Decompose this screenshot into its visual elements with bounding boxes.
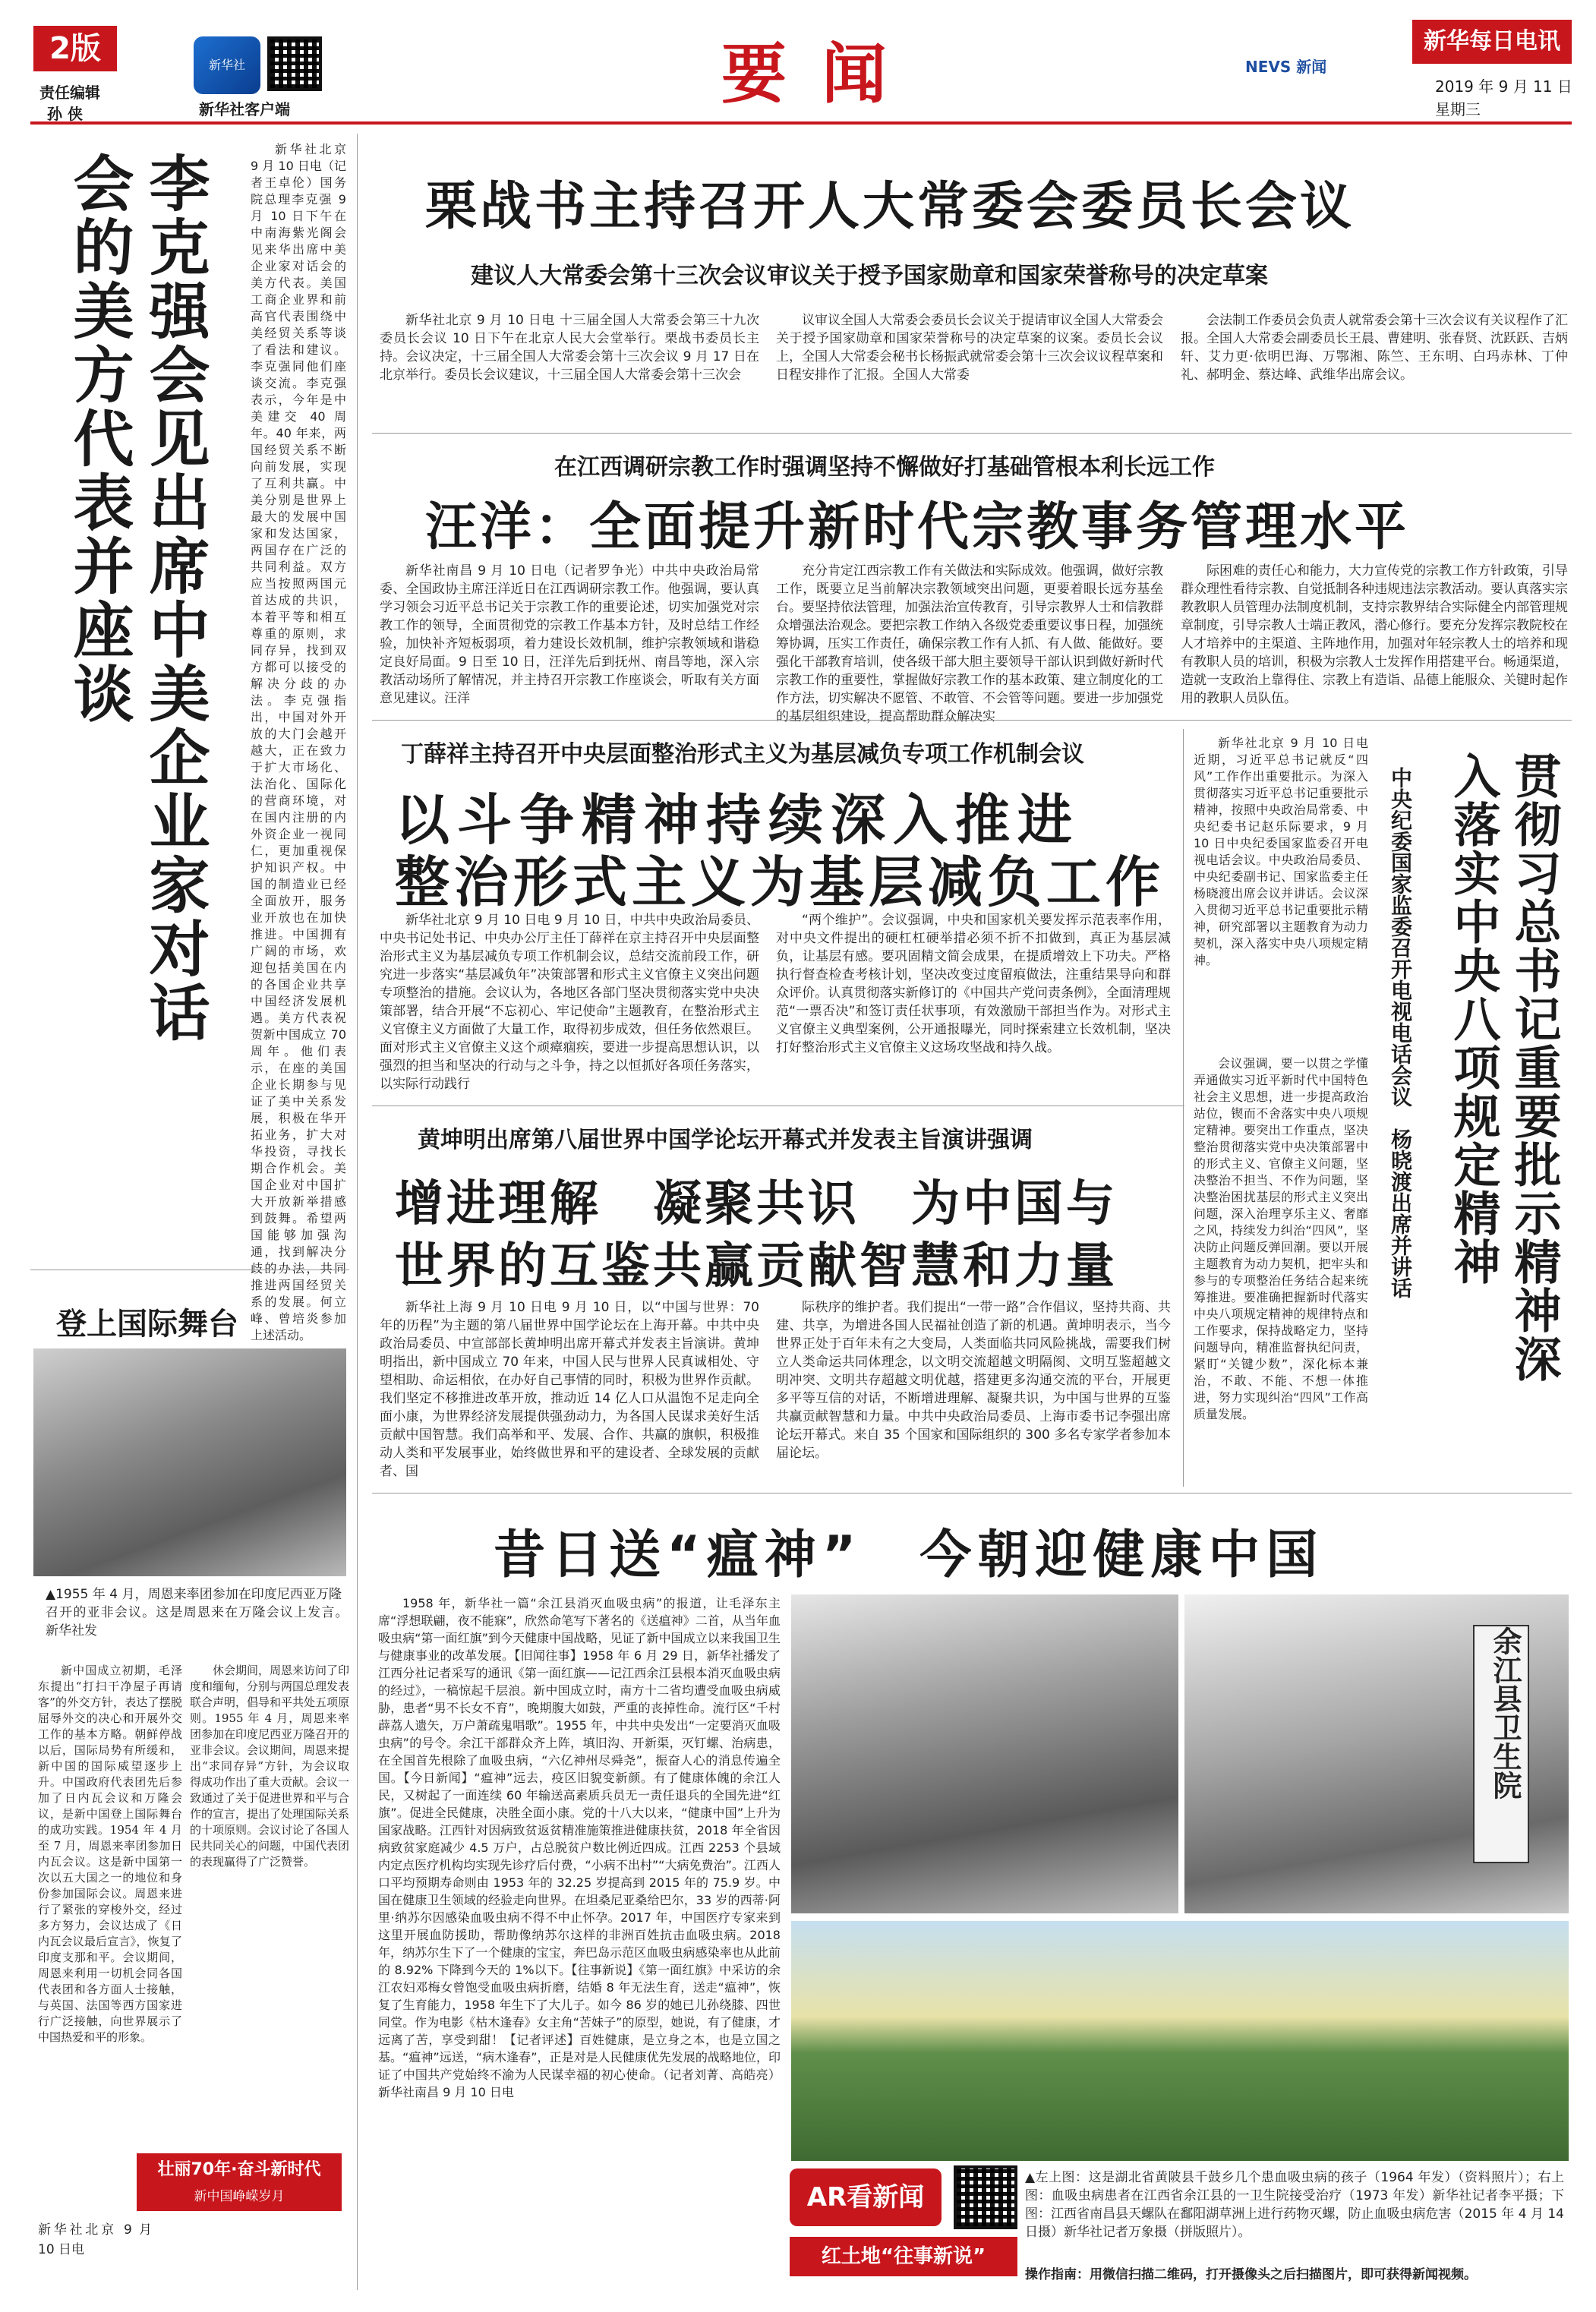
article6-body-bottom	[1194, 1055, 1368, 1421]
ar-subtitle: 红土地“往事新说”	[790, 2237, 1017, 2276]
divider	[372, 433, 1572, 434]
article4-kicker: 黄坤明出席第八届世界中国学论坛开幕式并发表主旨演讲强调	[418, 1127, 1033, 1153]
article8-photo-spraying	[791, 1921, 1569, 2161]
article8-body	[378, 1594, 781, 2126]
article3-col-1	[380, 911, 759, 1093]
article7-body-right	[190, 1663, 349, 2088]
article3-paragraph: 新华社北京 9 月 10 日电 9 月 10 日，中共中央政治局委员、中央书记处书记、中央办公厅主任丁薛祥在京主持召开中央层面整治形式主义为基层减负专项工作机制会议，总结交流前段工作，研究进一步落实“基层减负年”决策部署和形式主义官僚主义突出问题专项整治的措施。会议认为，各地区各部门坚决贯彻落实党中央决策部署，结合开展“不忘初心、牢记使命”主题教育，在整治形式主义官僚主义方面做了大量工作，取得初步成效，但任务依然艰巨。面对形式主义官僚主义这个顽瘴痼疾，要进一步提高思想认识，以强烈的担当和坚决的行动与之斗争，持之以恒抓好各项任务落实，以实际行动践行	[380, 913, 759, 1092]
article7-banner	[137, 2153, 342, 2211]
article1-col-1	[380, 311, 759, 425]
article4-paragraph: 际秩序的维护者。我们提出“一带一路”合作倡议，坚持共商、共建、共享，为增进各国人民福祉创造了新的机遇。黄坤明表示，当今世界正处于百年未有之大变局，人类面临共同风险挑战，需要我们树立人类命运共同体理念，以文明交流超越文明隔阂、文明互鉴超越文明冲突、文明共存超越文明优越，搭建更多沟通交流的平台，开展更多平等互信的对话，不断增进理解、凝聚共识，为中国与世界的互鉴共赢贡献智慧和力量。中共中央政治局委员、上海市委书记李强出席论坛开幕式。来自 35 个国家和国际组织的 300 多名专家学者参加本届论坛。	[776, 1300, 1171, 1461]
ar-badge[interactable]: AR看新闻	[790, 2168, 942, 2226]
article4-title-line1: 增进理解 凝聚共识 为中国与	[395, 1176, 1118, 1232]
article7-signoff: 新华社北京 9 月 10 日电	[38, 2222, 152, 2257]
article2-paragraph: 充分肯定江西宗教工作有关做法和实际成效。他强调，做好宗教工作，既要立足当前解决宗教领域突出问题，更要着眼长远夯基垒台。要坚持依法管理，加强法治宣传教育，引导宗教界人士和信教群众增强法治观念。要把宗教工作纳入各级党委重要议事日程，加强统筹协调，压实工作责任，确保宗教工作有人抓、有人做、能做好。要强化干部教育培训，使各级干部大胆主要领导干部认识到做好新时代宗教工作的重要性，掌握做好宗教工作的基本政策、建立制度化的工作方法，切实解决不愿管、不敢管、不会管等问题。要进一步加强党的基层组织建设，提高帮助群众解决实	[776, 563, 1163, 724]
article8-photo-clinic	[1184, 1594, 1569, 1913]
article5-body	[251, 141, 346, 1342]
article2-col-1	[380, 562, 759, 706]
article5-title: 李克强会见出席中美企业家对话会的美方代表并座谈	[63, 152, 210, 1045]
page-number-badge: 2版	[33, 26, 117, 71]
article2-title: 汪洋：全面提升新时代宗教事务管理水平	[425, 497, 1410, 557]
article1-col-2	[776, 311, 1163, 425]
article7-section-label: 登上国际舞台	[56, 1307, 238, 1342]
article2-col-3	[1181, 562, 1568, 706]
article3-title-line2: 整治形式主义为基层减负工作	[395, 850, 1165, 914]
article7-paragraph: 新中国成立初期，毛泽东提出“打扫干净屋子再请客”的外交方针，表达了摆脱屈辱外交的决心和开展外交工作的基本方略。朝鲜停战以后，国际局势有所缓和，新中国的国际威望逐步上升。中国政府代表团先后参加了日内瓦会议和万隆会议，是新中国登上国际舞台的成功实践。1954 年 4 月至 7 月，周恩来率团参加日内瓦会议。这是新中国第一次以五大国之一的地位和身份参加国际会议。周恩来进行了紧张的穿梭外交，经过多方努力，会议达成了《日内瓦会议最后宣言》，恢复了印度支那和平。会议期间，周恩来利用一切机会同各国代表团和各方面人士接触，与英国、法国等西方国家进行广泛接触，向世界展示了中国热爱和平的形象。	[38, 1664, 182, 2044]
article7-paragraph: 休会期间，周恩来访问了印度和缅甸，分别与两国总理发表联合声明，倡导和平共处五项原则。1955 年 4 月，周恩来率团参加在印度尼西亚万隆召开的亚非会议。会议期间，周恩来提出“求同存异”方针，为会议取得成功作出了重大贡献。会议一致通过了关于促进世界和平与合作的宣言，提出了处理国际关系的十项原则。会议讨论了各国人民共同关心的问题，中国代表团的表现赢得了广泛赞誉。	[190, 1664, 350, 1869]
article8-photo-children	[791, 1594, 1178, 1913]
article5-paragraph: 新华社北京 9 月 10 日电（记者王卓伦）国务院总理李克强 9 月 10 日下午在中南海紫光阁会见来华出席中美企业家对话会的美方代表。美国工商企业界和前高官代表围绕中美经贸关系等谈了看法和建议。李克强同他们座谈交流。李克强表示，今年是中美建交 40 周年。40 年来，两国经贸关系不断向前发展，实现了互利共赢。中美分别是世界上最大的发展中国家和发达国家，两国存在广泛的共同利益。双方应当按照两国元首达成的共识，本着平等和相互尊重的原则，求同存异，找到双方都可以接受的解决分歧的办法。李克强指出，中国对外开放的大门会越开越大，正在致力于扩大市场化、法治化、国际化的营商环境，对在国内注册的内外资企业一视同仁，更加重视保护知识产权。中国的制造业已经全面放开，服务业开放也在加快推进。中国拥有广阔的市场，欢迎包括美国在内的各国企业共享中国经济发展机遇。美方代表祝贺新中国成立 70 周年。他们表示，在座的美国企业长期参与见证了美中关系发展，积极在华开拓业务，扩大对华投资，寻找长期合作机会。美国企业对中国扩大开放新举措感到鼓舞。希望两国能够加强沟通，找到解决分歧的办法，共同推进两国经贸关系的发展。何立峰、曾培炎参加上述活动。	[251, 142, 346, 1342]
article6-body-top	[1194, 735, 1368, 1054]
editor-name: 孙 侠	[47, 105, 83, 123]
article3-col-2	[776, 911, 1171, 1093]
article3-paragraph: “两个维护”。会议强调，中央和国家机关要发挥示范表率作用，对中央文件提出的硬杠杠硬举措必须不折不扣做到，真正为基层减负，让基层有感。要巩固精文简会成果，在提质增效上下功夫。严格执行督查检查考核计划，坚决改变过度留痕做法，注重结果导向和群众评价。认真贯彻落实新修订的《中国共产党问责条例》，全面清理规范“一票否决”和签订责任状事项，有效激励干部担当作为。对形式主义官僚主义典型案例，公开通报曝光，同时探索建立长效机制，坚决打好整治形式主义官僚主义这场攻坚战和持久战。	[776, 913, 1171, 1055]
issue-weekday: 星期三	[1435, 100, 1481, 118]
divider	[372, 720, 1572, 721]
section-title: 要 闻	[721, 36, 893, 112]
article2-paragraph: 际困难的责任心和能力，大力宣传党的宗教工作方针政策，引导群众理性看待宗教、自觉抵制各种违规违法宗教活动。要认真落实宗教教职人员管理办法制度机制，支持宗教界结合实际健全内部管理规章制度，引导宗教人士端正教风，潜心修行。要充分发挥宗教院校在人才培养中的主渠道、主阵地作用，加强对年轻宗教人士的培养和现有教职人员的培训，积极为宗教人士发挥作用搭建平台。畅通渠道，造就一支政治上靠得住、宗教上有造诣、品德上能服众、关键时起作用的教职人员队伍。	[1181, 563, 1568, 706]
article6-subtitle: 中央纪委国家监委召开电视电话会议 杨晓渡出席并讲话	[1388, 767, 1413, 1298]
banner-title: 壮丽70年·奋斗新时代	[157, 2160, 321, 2179]
issue-date: 2019 年 9 月 11 日	[1435, 77, 1572, 96]
masthead	[0, 0, 1596, 121]
article6-paragraph: 新华社北京 9 月 10 日电 近期，习近平总书记就反“四风”工作作出重要批示。为深入贯彻落实习近平总书记重要批示精神，按照中央政治局常委、中央纪委书记赵乐际要求，9 月 10 日中央纪委国家监委召开电视电话会议。中央政治局委员、中央纪委副书记、国家监委主任杨晓渡出席会议并讲话。会议深入贯彻习近平总书记重要批示精神，研究部署以主题教育为动力契机，深入落实中央八项规定精神。	[1194, 736, 1368, 967]
article1-subtitle: 建议人大常委会第十三次会议审议关于授予国家勋章和国家荣誉称号的决定草案	[471, 263, 1268, 289]
ar-qr-code[interactable]	[954, 2165, 1017, 2229]
article1-paragraph: 新华社北京 9 月 10 日电 十三届全国人大常委会第三十九次委员长会议 10 日下午在北京人民大会堂举行。栗战书委员长主持。会议决定，十三届全国人大常委会第十三次会议 9 月 17 日在北京举行。委员长会议建议，十三届全国人大常委会第十三次会	[380, 313, 759, 383]
article3-kicker: 丁薛祥主持召开中央层面整治形式主义为基层减负专项工作机制会议	[401, 741, 1084, 768]
article8-photo-caption: ▲左上图：这是湖北省黄陂县千鼓乡几个患血吸虫病的孩子（1964 年发）（资料照片）；右上图：血吸虫病患者在江西省余江县的一卫生院接受治疗（1973 年发）新华社记者李平摄；下图：江西省南昌县天螺队在鄱阳湖草洲上进行药物灭螺，防止血吸虫病危害（2015 年 4 月 14 日摄）新华社记者万象摄（拼版照片）。	[1025, 2170, 1564, 2240]
article1-col-3	[1181, 311, 1568, 425]
article1-paragraph: 会法制工作委员会负责人就常委会第十三次会议有关议程作了汇报。全国人大常委会副委员长王晨、曹建明、张春贤、沈跃跃、吉炳轩、艾力更·依明巴海、万鄂湘、陈竺、王东明、白玛赤林、丁仲礼、郝明金、蔡达峰、武维华出席会议。	[1181, 313, 1568, 383]
article2-paragraph: 新华社南昌 9 月 10 日电（记者罗争光）中共中央政治局常委、全国政协主席汪洋近日在江西调研宗教工作。他强调，要认真学习领会习近平总书记关于宗教工作的重要论述，切实加强党对宗教工作的领导，全面贯彻党的宗教工作基本方针，及时总结工作经验，加快补齐短板弱项，着力建设长效机制，维护宗教领域和谐稳定良好局面。9 日至 10 日，汪洋先后到抚州、南昌等地，深入宗教活动场所了解情况，并主持召开宗教工作座谈会，听取有关方面意见建议。汪洋	[380, 563, 759, 706]
nevs-logo: NEVS 新闻	[1245, 58, 1327, 76]
app-label: 新华社客户端	[199, 100, 290, 118]
divider	[1183, 729, 1184, 1487]
masthead-rule	[30, 121, 1572, 125]
article2-col-2	[776, 562, 1163, 724]
article2-kicker: 在江西调研宗教工作时强调坚持不懈做好打基础管根本利长远工作	[554, 454, 1215, 481]
article4-title-line2: 世界的互鉴共赢贡献智慧和力量	[395, 1238, 1118, 1295]
article7-photo	[33, 1348, 346, 1576]
article8-guide: 操作指南：用微信扫描二维码，打开摄像头之后扫描图片，即可获得新闻视频。	[1025, 2267, 1477, 2282]
article6-body-tail	[1194, 1379, 1566, 1485]
article3-title-line1: 以斗争精神持续深入推进	[395, 787, 1080, 852]
article1-paragraph: 议审议全国人大常委会委员长会议关于提请审议全国人大常委会关于授予国家勋章和国家荣誉称号的决定草案的议案。委员长会议上，全国人大常委会秘书长杨振武就常委会第十三次会议议程草案和日程安排作了汇报。全国人大常委	[776, 313, 1163, 383]
article4-col-1	[380, 1298, 759, 1481]
banner-subtitle: 新中国峥嵘岁月	[194, 2189, 285, 2204]
app-qr-code[interactable]	[267, 36, 322, 91]
article7-photo-caption: ▲1955 年 4 月，周恩来率团参加在印度尼西亚万隆召开的亚非会议。这是周恩来在万隆会议上发言。 新华社发	[46, 1587, 355, 1639]
xinhua-app-icon: 新华社	[194, 36, 260, 94]
article7-body-left	[38, 1663, 182, 2194]
article8-paragraph: 1958 年，新华社一篇“余江县消灭血吸虫病”的报道，让毛泽东主席“浮想联翩，夜不能寐”，欣然命笔写下著名的《送瘟神》二首，从当年血吸虫病“第一面红旗”到今天健康中国战略，见证了新中国成立以来我国卫生与健康事业的改革发展。【旧闻往事】1958 年 6 月 29 日，新华社播发了江西分社记者采写的通讯《第一面红旗——记江西余江县根本消灭血吸虫病的经过》，一稿惊起千层浪。新中国成立时，南方十二省均遭受血吸虫病威胁，患者“男不长女不育”，晚期腹大如鼓，严重的丧掉性命。流行区“千村薜荔人遗矢，万户萧疏鬼唱歌”。1955 年，中共中央发出“一定要消灭血吸虫病”的号令。余江干部群众齐上阵，填旧沟、开新渠，灭钉螺、治病患，在全国首先根除了血吸虫病，“六亿神州尽舜尧”，振奋人心的消息传遍全国。【今日新闻】“瘟神”远去，疫区旧貌变新颜。有了健康体魄的余江人民，又树起了一面连续 60 年输送高素质兵员无一责任退兵的全国先进“红旗”。促进全民健康，决胜全面小康。党的十八大以来，“健康中国”上升为国家战略。江西针对因病致贫返贫精准施策推进健康扶贫，2018 年全省因病致贫家庭减少 4.5 万户，占总脱贫户数比例近四成。江西 2253 个县域内定点医疗机构均实现先诊疗后付费，“小病不出村”“大病免费治”。江西人口平均预期寿命则由 1953 年的 32.25 岁提高到 2015 年的 75.9 岁。中国在健康卫生领域的经验走向世界。在坦桑尼亚桑给巴尔，33 岁的西蒂·阿里·纳苏尔因感染血吸虫病不得不中止怀孕。2017 年，中国医疗专家来到这里开展血防援助，帮助像纳苏尔这样的非洲百姓抗击血吸虫病。2018 年，纳苏尔生下了一个健康的宝宝，奔巴岛示范区血吸虫病感染率也从此前的 8.92% 下降到今天的 1%以下。【往事新说】《第一面红旗》中采访的余江农妇邓梅女曾饱受血吸虫病折磨，结婚 8 年无法生育，送走“瘟神”，恢复了生育能力，1958 年生下了大儿子。如今 86 岁的她已儿孙绕膝、四世同堂。作为电影《枯木逢春》女主角“苦妹子”的原型，她说，有了健康，才远离了苦，享受到甜！【记者评述】百姓健康，是立身之本，也是立国之基。“瘟神”远送，“病木逢春”，正是对是人民健康优先发展的战略地位，印证了中国共产党始终不渝为人民谋幸福的初心使命。（记者刘菁、高皓亮）新华社南昌 9 月 10 日电	[378, 1596, 781, 2099]
divider	[357, 134, 358, 2290]
article6-title: 贯彻习总书记重要批示精神深入落实中央八项规定精神	[1446, 752, 1562, 1383]
editor-label: 责任编辑	[39, 84, 100, 102]
clinic-sign: 余江县卫生院	[1473, 1625, 1529, 1863]
paper-name-badge: 新华每日电讯	[1412, 20, 1572, 64]
article4-col-2	[776, 1298, 1171, 1481]
article6-paragraph: 会议强调，要一以贯之学懂弄通做实习近平新时代中国特色社会主义思想，进一步提高政治站位，锲而不舍落实中央八项规定精神。要突出工作重点，坚决整治贯彻落实党中央决策部署中的形式主义、官僚主义问题，坚决整治不担当、不作为问题，坚决整治困扰基层的形式主义突出问题，深入治理享乐主义、奢靡之风，持续发力纠治“四风”，坚决防止问题反弹回潮。要以开展主题教育为动力契机，把牢头和参与的专项整治任务结合起来统筹推进。要准确把握新时代落实中央八项规定精神的规律特点和工作要求，保持战略定力，坚持问题导向，精准监督执纪问责，紧盯“关键少数”，深化标本兼治，不敢、不能、不想一体推进，努力实现纠治“四风”工作高质量发展。	[1194, 1056, 1368, 1421]
article4-paragraph: 新华社上海 9 月 10 日电 9 月 10 日，以“中国与世界：70 年的历程”为主题的第八届世界中国学论坛在上海开幕。中共中央政治局委员、中宣部部长黄坤明出席开幕式并发表主旨演讲。黄坤明指出，新中国成立 70 年来，中国人民与世界人民真诚相处、守望相助、命运相依，在办好自己事情的同时，积极为世界作贡献。我们坚定不移推进改革开放，推动近 14 亿人口从温饱不足走向全面小康，为世界经济发展提供强劲动力，为各国人民谋求美好生活贡献中国智慧。我们高举和平、发展、合作、共赢的旗帜，积极推动人类和平发展事业，始终做世界和平的建设者、全球发展的贡献者、国	[380, 1300, 759, 1479]
article8-title: 昔日送“瘟神” 今朝迎健康中国	[494, 1525, 1324, 1585]
article1-title: 栗战书主持召开人大常委会委员长会议	[425, 176, 1355, 237]
